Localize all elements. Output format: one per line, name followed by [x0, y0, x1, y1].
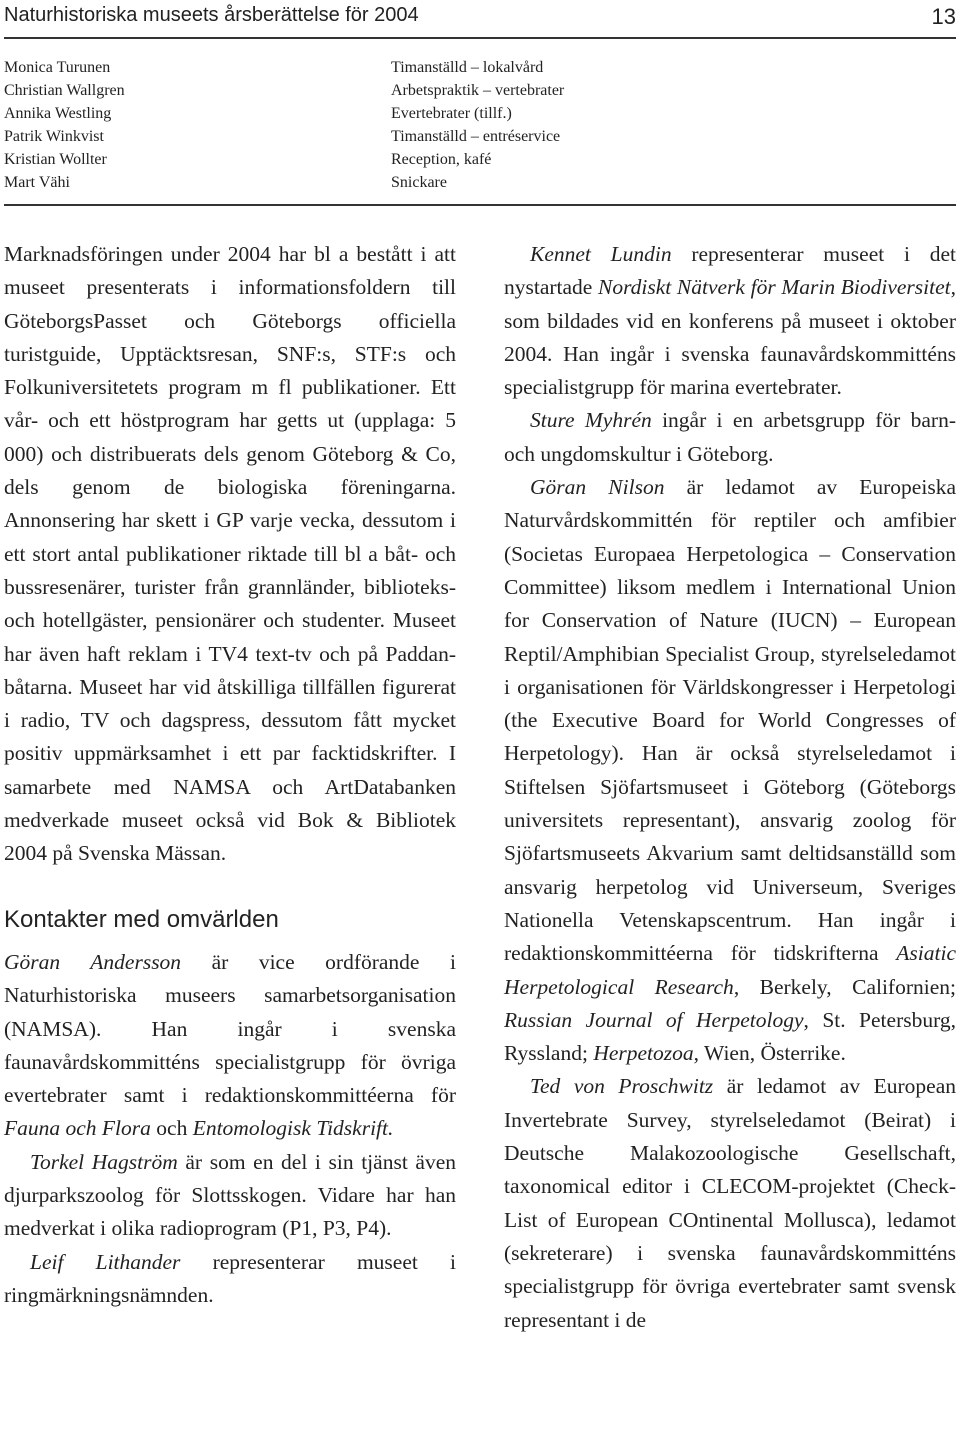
network-name: Nordiskt Nätverk för Marin Biodiversitet — [598, 275, 951, 300]
staff-name: Patrik Winkvist — [4, 128, 104, 145]
staff-role: Evertebrater (tillf.) — [391, 105, 512, 122]
paragraph-myhren — [504, 404, 956, 471]
text: är som en del i sin tjänst även djurparkszoolog för Slottsskogen. Vidare har han medverkat i olika radioprogram (P1, P3, P4). — [4, 1149, 456, 1241]
staff-rule — [4, 204, 956, 206]
person-name: Ted von Proschwitz — [530, 1074, 714, 1099]
staff-role: Timanställd – lokalvård — [391, 59, 544, 76]
text: representerar museet i ringmärkningsnämnden. — [4, 1249, 456, 1307]
marketing-paragraph: Marknadsföringen under 2004 har bl a bestått i att museet presenterats i informationsfoldern till GöteborgsPasset och Göteborgs officiella turistguide, Upptäcktsresan, SNF:s, STF:s och Folkuniversitetets program m fl publikationer. Ett vår- och ett höstprogram har getts ut (upplaga: 5 000) och distribuerats dels genom Göteborg & Co, dels genom de biologiska föreningarna. Annonsering har skett i GP varje vecka, dessutom i ett stort antal publikationer riktade till bl a båt- och bussresenärer, turister från grannländer, biblioteks- och hotellgäster, pensionärer och studenter. Museet har även haft reklam i TV4 text-tv och på Paddan-båtarna. Museet har vid åtskilliga tillfällen figurerat i radio, TV och dagspress, dessutom fått mycket positiv uppmärksamhet i ett par facktidskrifter. I samarbete med NAMSA och ArtDatabanken medverkade museet också vid Bok & Bibliotek 2004 på Svenska Mässan. — [4, 242, 456, 866]
right-column — [504, 238, 956, 1337]
staff-name: Mart Vähi — [4, 174, 70, 191]
paragraph-lundin — [504, 238, 956, 404]
person-name: Göran Nilson — [530, 475, 665, 500]
journal-title: Russian Journal of Herpetology — [504, 1007, 804, 1032]
staff-names — [4, 56, 125, 194]
person-name: Kennet Lundin — [530, 242, 672, 266]
paragraph-nilson — [504, 471, 956, 1070]
page-header — [4, 0, 956, 38]
staff-role: Arbetspraktik – vertebrater — [391, 82, 565, 99]
paragraph-proschwitz — [504, 1070, 956, 1336]
text: , St. Petersburg, Ryssland; — [504, 1007, 957, 1066]
paragraph-lithander — [4, 1246, 456, 1313]
person-name: Sture Myhrén — [530, 408, 652, 433]
staff-name: Monica Turunen — [4, 59, 111, 76]
person-name: Torkel Hagström — [30, 1149, 178, 1174]
staff-name: Kristian Wollter — [4, 151, 107, 168]
staff-name: Christian Wallgren — [4, 82, 125, 99]
section-heading: Kontakter med omvärlden — [4, 905, 279, 933]
text: är vice ordförande i Naturhistoriska museers samarbetsorganisation (NAMSA). Han ingår i svenska faunavårdskommitténs specialistgrupp för övriga evertebrater samt i redaktionskommittéerna för — [4, 949, 456, 1108]
page-number: 13 — [931, 4, 956, 29]
staff-role: Reception, kafé — [391, 151, 492, 168]
journal-title: Asiatic Herpetological Research — [504, 941, 956, 999]
person-name: Göran Andersson — [4, 949, 182, 974]
journal-title: Fauna och Flora — [4, 1116, 151, 1141]
running-title: Naturhistoriska museets årsberättelse för 2004 — [4, 4, 419, 26]
staff-roles — [391, 56, 564, 194]
journal-title: Herpetozoa — [593, 1041, 694, 1066]
text: representerar museet i det nystartade — [504, 242, 956, 300]
staff-role: Timanställd – entréservice — [391, 128, 561, 145]
header-rule — [4, 37, 956, 39]
text: ingår i en arbetsgrupp för barn- och ungdomskultur i Göteborg. — [504, 408, 956, 466]
text: är ledamot av European Invertebrate Survey, styrelseledamot (Beirat) i Deutsche Malakozoologische Gesellschaft, taxonomical editor i CLECOM-projektet (Check-List of European COntinental Mollusca), ledamot (sekreterare) i svenska faunavårdskommitténs specialistgrupp för övriga evertebrater samt svensk representant i de — [504, 1074, 956, 1332]
person-name: Leif Lithander — [30, 1249, 181, 1274]
left-column — [4, 238, 456, 1312]
text: , Berkely, Californien; — [733, 974, 956, 999]
paragraph-andersson — [4, 946, 456, 1146]
text: , Wien, Österrike. — [693, 1041, 846, 1066]
staff-name: Annika Westling — [4, 105, 112, 122]
journal-title: Entomologisk Tidskrift. — [192, 1116, 394, 1141]
text: , som bildades vid en konferens på museet i oktober 2004. Han ingår i svenska faunavårdskommitténs specialistgrupp för marina evertebrater. — [504, 275, 956, 400]
text: och — [150, 1116, 193, 1141]
staff-role: Snickare — [391, 174, 447, 191]
paragraph-hagstrom — [4, 1146, 456, 1246]
text: är ledamot av Europeiska Naturvårdskommittén för reptiler och amfibier (Societas Europaea Herpetologica – Conservation Committee) liksom medlem i International Union for Conservation of Nature (IUCN) – European Reptil/Amphibian Specialist Group, styrelseledamot i organisationen för Världskongresser i Herpetologi (the Executive Board for World Congresses of Herpetology). Han är också styrelseledamot i Stiftelsen Sjöfartsmuseet i Göteborg (Göteborgs universitets representant), ansvarig zoolog för Sjöfartsmuseets Akvarium samt deltidsanställd som ansvarig herpetolog vid Universeum, Sveriges Nationella Vetenskapscentrum. Han ingår i redaktionskommittéerna för tidskrifterna — [504, 475, 956, 966]
